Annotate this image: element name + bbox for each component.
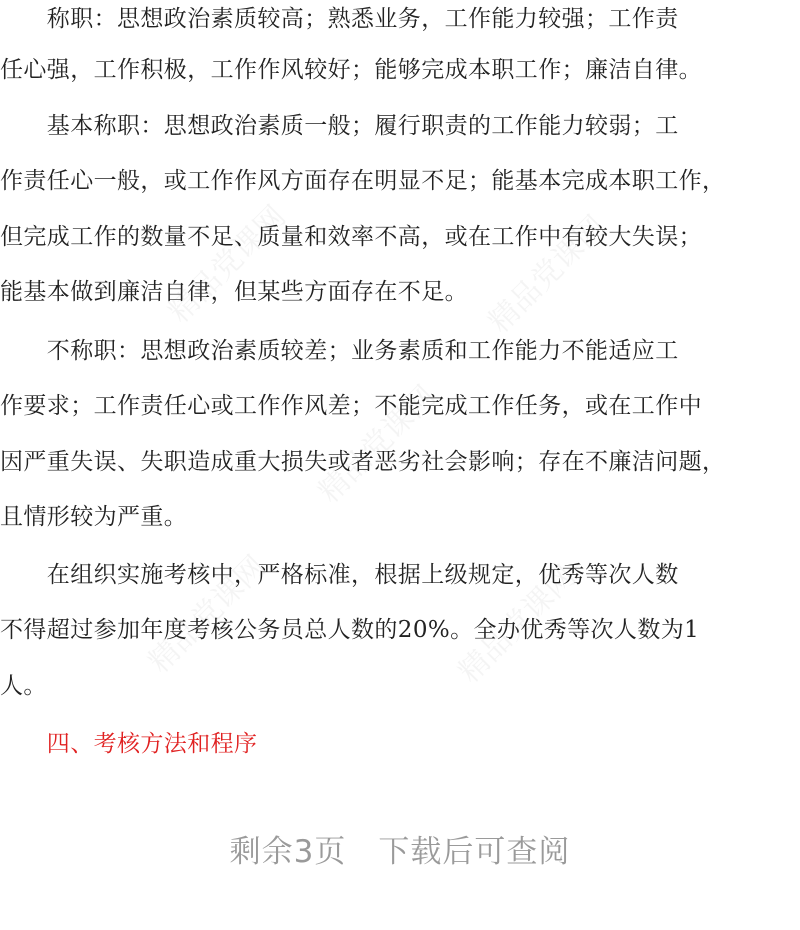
watermark-3: 精品党课网 (312, 379, 443, 510)
body-text-line: 作要求；工作责任心或工作作风差；不能完成工作任务，或在工作中 (0, 393, 702, 419)
body-text-line: 在组织实施考核中，严格标准，根据上级规定，优秀等次人数 (0, 562, 679, 588)
body-text-line: 但完成工作的数量不足、质量和效率不高，或在工作中有较大失误； (0, 224, 702, 250)
body-text-line: 因严重失误、失职造成重大损失或者恶劣社会影响；存在不廉洁问题， (0, 449, 726, 475)
watermark-4: 精品党课网 (142, 549, 273, 680)
watermark-2: 精品党课网 (482, 209, 613, 340)
body-text-line: 不称职：思想政治素质较差；业务素质和工作能力不能适应工 (0, 338, 679, 364)
watermark-5: 精品党课网 (452, 559, 583, 690)
body-text-line: 能基本做到廉洁自律，但某些方面存在不足。 (0, 279, 468, 305)
body-text-line: 人。 (0, 673, 47, 699)
section-heading: 四、考核方法和程序 (0, 731, 258, 757)
body-text-line: 且情形较为严重。 (0, 504, 188, 530)
body-text-line: 不得超过参加年度考核公务员总人数的20%。全办优秀等次人数为1 (0, 617, 700, 643)
watermark-1: 精品党课网 (162, 199, 293, 330)
body-text-line: 基本称职：思想政治素质一般；履行职责的工作能力较弱；工 (0, 113, 679, 139)
body-text-line: 任心强，工作积极，工作作风较好；能够完成本职工作；廉洁自律。 (0, 57, 702, 83)
remaining-pages-note[interactable]: 剩余3页 下载后可查阅 (229, 834, 571, 870)
body-text-line: 称职：思想政治素质较高；熟悉业务，工作能力较强；工作责 (0, 6, 679, 32)
body-text-line: 作责任心一般，或工作作风方面存在明显不足；能基本完成本职工作， (0, 168, 726, 194)
